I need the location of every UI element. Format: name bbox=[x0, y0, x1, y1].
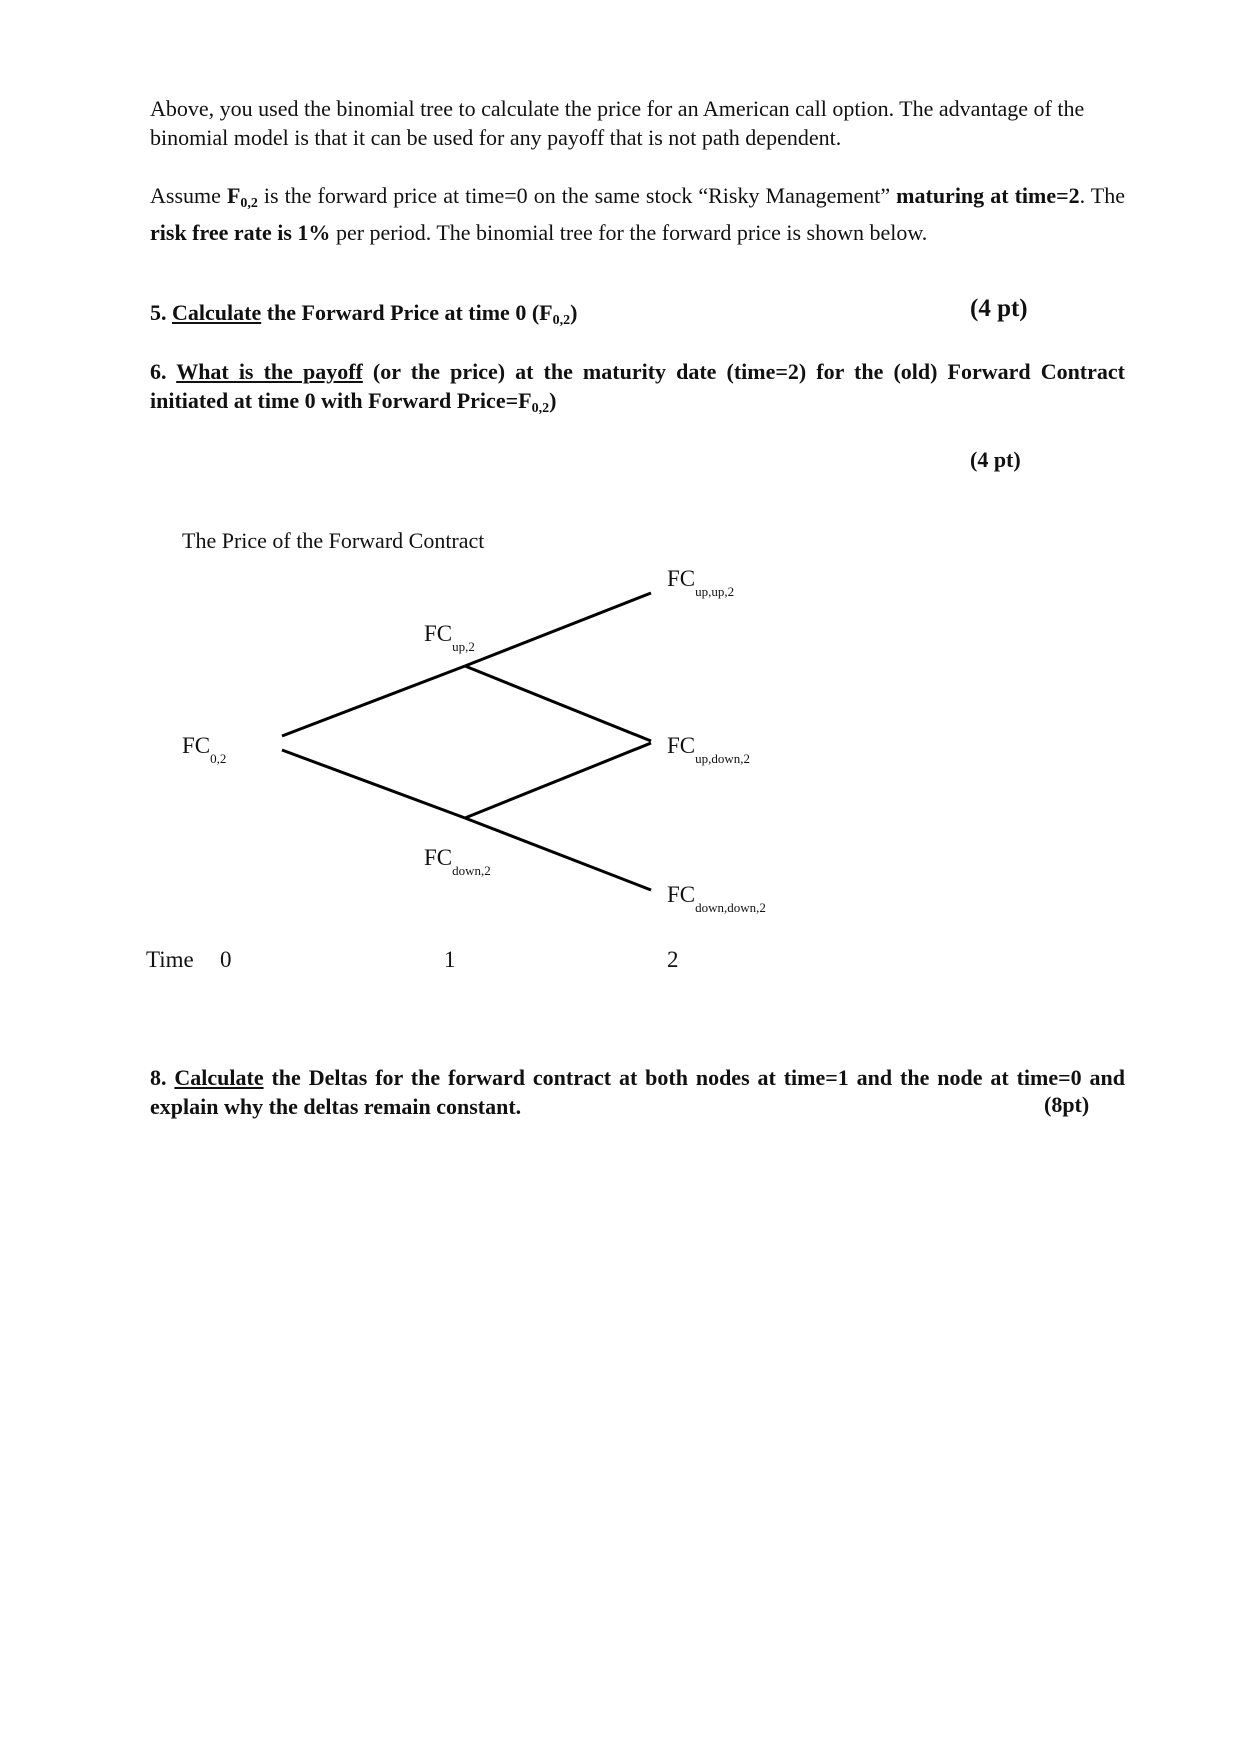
edge-up-updown bbox=[465, 666, 651, 741]
time-tick-0: 0 bbox=[220, 947, 232, 972]
edge-up-upup bbox=[465, 593, 651, 666]
question-8: 8. Calculate the Deltas for the forward contract at both nodes at time=1 and the node at time=0 and explain why the deltas remain constant. bbox=[150, 1065, 1125, 1119]
edge-down-updown bbox=[465, 743, 651, 818]
edge-down-downdown bbox=[465, 818, 651, 890]
time-tick-2: 2 bbox=[667, 947, 679, 972]
time-axis-label: Time bbox=[146, 947, 194, 972]
question-6-points: (4 pt) bbox=[970, 447, 1021, 472]
intro-paragraph: Above, you used the binomial tree to calculate the price for an American call option. The advantage of the binomial model is that it can be used for any payoff that is not path dependent. bbox=[150, 96, 1085, 150]
time-tick-1: 1 bbox=[444, 947, 456, 972]
question-5-points: (4 pt) bbox=[970, 295, 1028, 322]
node-fc-down: $FC_{down,2}$ bbox=[424, 845, 491, 878]
assumption-paragraph: Assume $F_{0,2}$ is the forward price at time=0 on the same stock “Risky Management” maturing at time=2. The risk free rate is 1% per period. The binomial tree for the forward price is shown below. bbox=[150, 183, 1126, 245]
diagram-title: The Price of the Forward Contract bbox=[182, 528, 485, 553]
question-8-points: (8pt) bbox=[1044, 1092, 1090, 1117]
node-fc-updown: $FC_{up,down,2}$ bbox=[667, 733, 751, 766]
node-fc-upup: $FC_{up,up,2}$ bbox=[667, 566, 735, 599]
edge-0-up bbox=[282, 666, 465, 736]
question-6: 6. What is the payoff (or the price) at the maturity date (time=2) for the (old) Forward Contract initiated at time 0 with Forward $Price=F_{0,2}$) bbox=[150, 359, 1125, 416]
node-fc-downdown: $FC_{down,down,2}$ bbox=[667, 882, 766, 915]
edge-0-down bbox=[282, 750, 465, 818]
node-fc-0: $FC_{0,2}$ bbox=[182, 733, 227, 766]
node-fc-up: $FC_{up,2}$ bbox=[424, 621, 475, 654]
question-5: 5. Calculate the Forward Price at time 0 $(F_{0,2})$ bbox=[150, 300, 578, 328]
